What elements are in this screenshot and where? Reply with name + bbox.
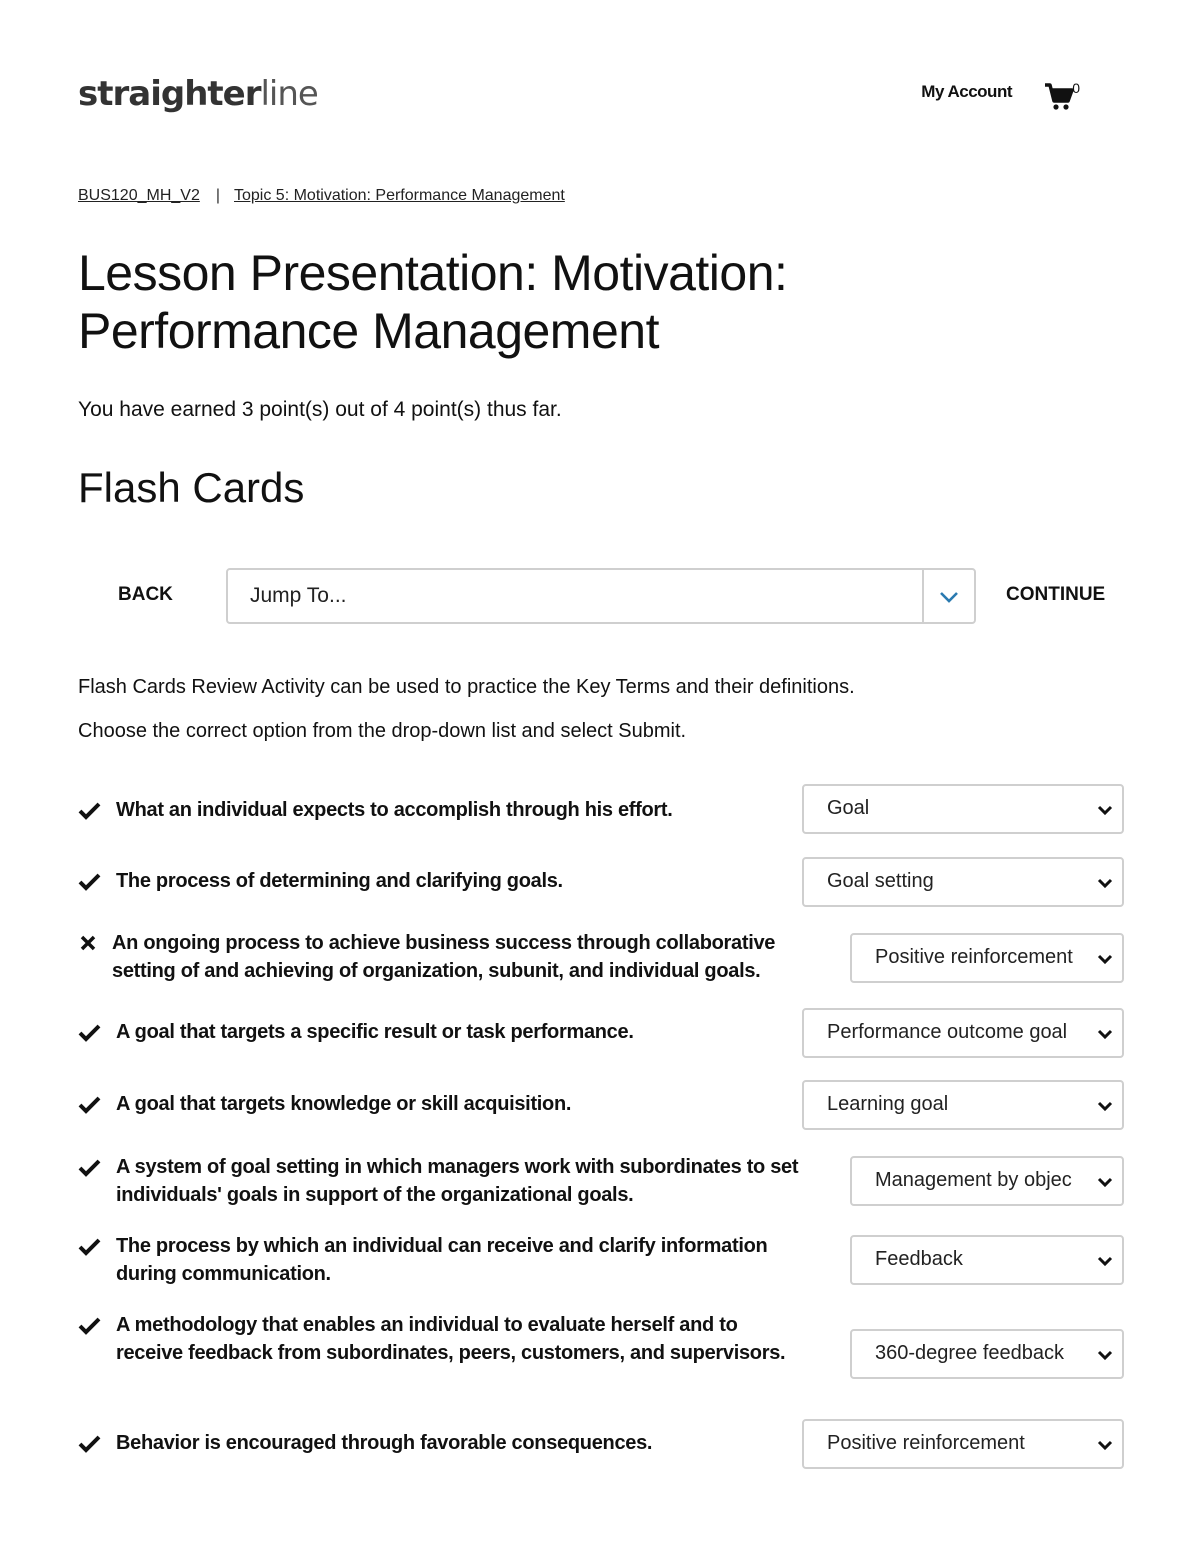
answer-selected-value: Feedback xyxy=(875,1248,963,1270)
site-header xyxy=(78,70,1088,120)
flash-card-definition: A goal that targets a specific result or task performance. xyxy=(116,1021,634,1043)
lesson-navigation xyxy=(78,568,1118,626)
flash-card-row xyxy=(78,857,1124,937)
chevron-down-icon xyxy=(1096,1252,1114,1270)
checkmark-icon xyxy=(78,1094,102,1116)
answer-selected-value: Performance outcome goal xyxy=(827,1021,1068,1043)
section-title: Flash Cards xyxy=(78,464,305,511)
answer-selected-value: Goal setting xyxy=(827,870,934,892)
answer-selected-value: Goal xyxy=(827,797,870,819)
straighterline-logo[interactable] xyxy=(78,74,318,114)
jump-to-label: Jump To... xyxy=(250,584,347,607)
flash-card-definition: The process of determining and clarifying goals. xyxy=(116,870,563,892)
chevron-down-icon xyxy=(1096,1436,1114,1454)
checkmark-icon xyxy=(78,871,102,893)
cart-count: 0 xyxy=(1072,80,1080,96)
checkmark-icon xyxy=(78,800,102,822)
flash-card-definition: A goal that targets knowledge or skill acquisition. xyxy=(116,1093,572,1115)
answer-selected-value: Positive reinforcement xyxy=(827,1432,1025,1454)
checkmark-icon xyxy=(78,1022,102,1044)
flash-card-row xyxy=(78,1152,1124,1232)
cart-icon xyxy=(1044,82,1074,112)
breadcrumb-separator: | xyxy=(215,187,220,204)
flash-card-definition: What an individual expects to accomplish through his effort. xyxy=(116,799,673,821)
flash-card-row xyxy=(78,1231,1124,1311)
answer-selected-value: Positive reinforcement xyxy=(875,946,1073,968)
logo-bold-text: straighter xyxy=(78,74,261,114)
continue-button[interactable]: CONTINUE xyxy=(1006,584,1106,605)
answer-select[interactable] xyxy=(802,784,1124,834)
flash-card-definition: Behavior is encouraged through favorable consequences. xyxy=(116,1432,653,1454)
flash-card-definition: A methodology that enables an individual to evaluate herself and to receive feedback from subordinates, peers, customers, and supervisors. xyxy=(116,1314,786,1364)
points-summary: You have earned 3 point(s) out of 4 point(s) thus far. xyxy=(78,398,562,421)
chevron-down-icon xyxy=(1096,1025,1114,1043)
answer-select[interactable] xyxy=(850,1329,1124,1379)
answer-select[interactable] xyxy=(802,1419,1124,1469)
flash-card-row xyxy=(78,784,1124,864)
answer-select[interactable] xyxy=(802,1008,1124,1058)
breadcrumb xyxy=(78,187,565,205)
cart-button[interactable] xyxy=(1044,78,1080,110)
checkmark-icon xyxy=(78,1236,102,1258)
chevron-down-icon xyxy=(1096,801,1114,819)
instructions-line-1: Flash Cards Review Activity can be used to practice the Key Terms and their definitions. xyxy=(78,676,855,698)
flash-card-row xyxy=(78,1008,1124,1088)
back-button[interactable]: BACK xyxy=(118,584,173,605)
chevron-down-icon xyxy=(1096,1346,1114,1364)
jump-divider xyxy=(922,570,924,622)
flash-card-definition: The process by which an individual can receive and clarify information during communication. xyxy=(116,1235,768,1285)
chevron-down-icon xyxy=(1096,1097,1114,1115)
checkmark-icon xyxy=(78,1157,102,1179)
flash-card-definition: An ongoing process to achieve business success through collaborative setting of and achieving of organization, subunit, and individual goals. xyxy=(112,932,776,982)
my-account-link[interactable]: My Account xyxy=(921,82,1012,101)
answer-select[interactable] xyxy=(802,1080,1124,1130)
flash-card-row xyxy=(78,1419,1124,1499)
flash-card-row xyxy=(78,1310,1124,1390)
answer-selected-value: Learning goal xyxy=(827,1093,949,1115)
breadcrumb-topic-link[interactable]: Topic 5: Motivation: Performance Management xyxy=(234,187,565,204)
flash-card-row xyxy=(78,928,1124,1008)
chevron-down-icon xyxy=(1096,874,1114,892)
logo-light-text: line xyxy=(260,74,318,114)
answer-select[interactable] xyxy=(850,1235,1124,1285)
page-title: Lesson Presentation: Motivation: Performance Management xyxy=(78,245,788,359)
checkmark-icon xyxy=(78,1433,102,1455)
checkmark-icon xyxy=(78,1315,102,1337)
x-mark-icon xyxy=(78,933,102,955)
answer-select[interactable] xyxy=(802,857,1124,907)
flash-card-row xyxy=(78,1080,1124,1160)
jump-to-select[interactable] xyxy=(226,568,976,624)
answer-select[interactable] xyxy=(850,933,1124,983)
breadcrumb-course-link[interactable]: BUS120_MH_V2 xyxy=(78,187,200,204)
flash-card-definition: A system of goal setting in which managers work with subordinates to set individuals' goals in support of the organizational goals. xyxy=(116,1156,799,1206)
instructions-line-2: Choose the correct option from the drop-down list and select Submit. xyxy=(78,720,687,742)
answer-selected-value: 360-degree feedback xyxy=(875,1342,1065,1364)
answer-selected-value: Management by objec xyxy=(875,1169,1072,1191)
answer-select[interactable] xyxy=(850,1156,1124,1206)
chevron-down-icon xyxy=(1096,950,1114,968)
chevron-down-icon xyxy=(936,584,962,610)
chevron-down-icon xyxy=(1096,1173,1114,1191)
